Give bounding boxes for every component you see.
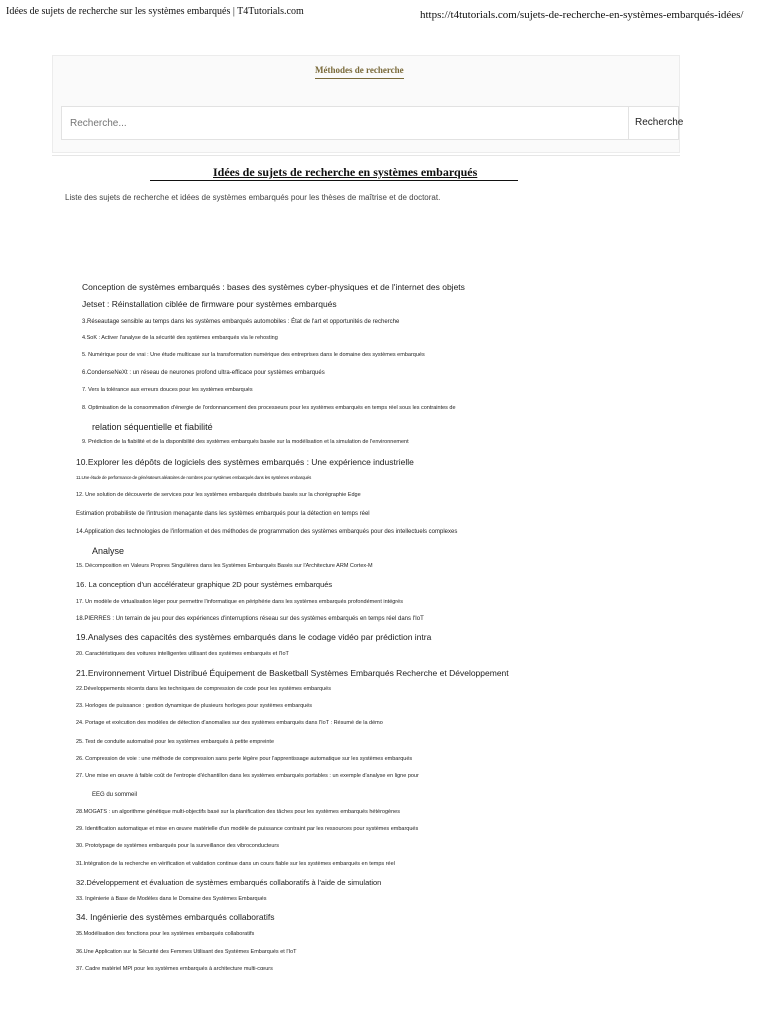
article-intro: Liste des sujets de recherche et idées de systèmes embarqués pour les thèses de maîtrise et de doctorat.: [65, 193, 441, 202]
list-item: 15. Décomposition en Valeurs Propres Singulières dans les Systèmes Embarqués Basés sur l'Architecture ARM Cortex-M: [76, 563, 373, 569]
list-item: 36.Une Application sur la Sécurité des Femmes Utilisant des Systèmes Embarqués et l'IoT: [76, 949, 297, 955]
list-item: 21.Environnement Virtuel Distribué Équipement de Basketball Systèmes Embarqués Recherche et Développement: [76, 668, 509, 678]
list-item: Estimation probabiliste de l'intrusion menaçante dans les systèmes embarqués pour la détection en temps réel: [76, 511, 370, 517]
list-item: 16. La conception d'un accélérateur graphique 2D pour systèmes embarqués: [76, 580, 333, 589]
list-item: 9. Prédiction de la fiabilité et de la disponibilité des systèmes embarqués basée sur la modélisation et la simulation de l'environnement: [82, 439, 409, 445]
list-item: 8. Optimisation de la consommation d'énergie de l'ordonnancement des processeurs pour les systèmes embarqués en temps réel sous les contraintes de: [82, 405, 456, 411]
search-input[interactable]: [61, 106, 629, 140]
list-item: 30. Prototypage de systèmes embarqués pour la surveillance des vibroconducteurs: [76, 843, 280, 849]
title-underline: [150, 180, 518, 181]
print-header: [6, 6, 768, 20]
list-item: 23. Horloges de puissance : gestion dynamique de plusieurs horloges pour systèmes embarqués: [76, 703, 313, 709]
list-item: 20. Caractéristiques des voitures intelligentes utilisant des systèmes embarqués et l'IoT: [76, 651, 289, 657]
list-item: 32.Développement et évaluation de systèmes embarqués collaboratifs à l'aide de simulation: [76, 878, 382, 887]
list-item: 10.Explorer les dépôts de logiciels des systèmes embarqués : Une expérience industrielle: [76, 457, 414, 467]
list-item: 29. Identification automatique et mise en œuvre matérielle d'un modèle de puissance contraint par les ressources pour systèmes embarqués: [76, 826, 419, 832]
search-button[interactable]: Recherche: [629, 106, 679, 140]
list-item: 12. Une solution de découverte de services pour les systèmes embarqués distribués basés sur la chorégraphie Edge: [76, 492, 361, 498]
print-header-url: https://t4tutorials.com/sujets-de-recherche-en-systèmes-embarqués-idées/: [420, 9, 744, 21]
list-item: 33. Ingénierie à Base de Modèles dans le Domaine des Systèmes Embarqués: [76, 896, 267, 902]
list-item: 11.Une étude de performance de générateurs aléatoires de nombres pour systèmes embarqués dans les systèmes embarqués: [76, 475, 312, 480]
list-item: 26. Compression de voie : une méthode de compression sans perte légère pour l'apprentissage automatique sur les systèmes embarqués: [76, 756, 413, 762]
search-widget: [52, 55, 684, 153]
list-item: 28.MOGATS : un algorithme génétique multi-objectifs basé sur la planification des tâches pour les systèmes embarqués hétérogènes: [76, 809, 400, 815]
list-item: Analyse: [92, 546, 125, 556]
list-item: 7. Vers la tolérance aux erreurs douces pour les systèmes embarqués: [82, 387, 253, 393]
list-item: 5. Numérique pour de vrai : Une étude multicase sur la transformation numérique des entreprises dans le domaine des systèmes embarqués: [82, 352, 425, 358]
list-item: 35.Modélisation des fonctions pour les systèmes embarqués collaboratifs: [76, 931, 255, 937]
list-item: 3.Réseautage sensible au temps dans les systèmes embarqués automobiles : État de l'art et opportunités de recherche: [82, 319, 400, 325]
list-item: 17. Un modèle de virtualisation léger pour permettre l'informatique en périphérie dans les systèmes embarqués profondément intégrés: [76, 599, 403, 605]
list-item: 31.Intégration de la recherche en vérification et validation continue dans un cours fiable sur les systèmes embarqués en temps réel: [76, 861, 395, 867]
list-item: 25. Test de conduite automatisé pour les systèmes embarqués à petite empreinte: [76, 739, 275, 745]
page-title: Idées de sujets de recherche en systèmes embarqués: [213, 165, 478, 179]
search-methods-title: Méthodes de recherche: [315, 65, 404, 79]
list-item: relation séquentielle et fiabilité: [92, 422, 213, 432]
list-item: 18.PIERRES : Un terrain de jeu pour des expériences d'interruptions réseau sur des systèmes embarqués en temps réel dans l'IoT: [76, 616, 424, 622]
list-item: 22.Développements récents dans les techniques de compression de code pour les systèmes embarqués: [76, 686, 331, 692]
list-item: 27. Une mise en œuvre à faible coût de l'entropie d'échantillon dans les systèmes embarqués portables : un exemple d'analyse en ligne pour: [76, 773, 419, 779]
list-item: 37. Cadre matériel MPI pour les systèmes embarqués à architecture multi-cœurs: [76, 966, 273, 972]
list-item: 24. Portage et exécution des modèles de détection d'anomalies sur des systèmes embarqués dans l'IoT : Résumé de la démo: [76, 720, 383, 726]
list-item: 34. Ingénierie des systèmes embarqués collaboratifs: [76, 912, 275, 922]
list-item: Conception de systèmes embarqués : bases des systèmes cyber-physiques et de l'internet des objets: [82, 282, 465, 292]
divider: [52, 155, 680, 156]
list-item: 14.Application des technologies de l'information et des méthodes de programmation des systèmes embarqués pour des intellectuels complexes: [76, 529, 458, 535]
list-item: 4.SoK : Activer l'analyse de la sécurité des systèmes embarqués via le rehosting: [82, 335, 278, 341]
list-item: 6.CondenseNeXt : un réseau de neurones profond ultra-efficace pour systèmes embarqués: [82, 370, 325, 376]
list-item: 19.Analyses des capacités des systèmes embarqués dans le codage vidéo par prédiction intra: [76, 632, 432, 642]
list-item: Jetset : Réinstallation ciblée de firmware pour systèmes embarqués: [82, 299, 337, 309]
list-item: EEG du sommeil: [92, 792, 138, 798]
print-header-title: Idées de sujets de recherche sur les systèmes embarqués | T4Tutorials.com: [6, 6, 304, 17]
